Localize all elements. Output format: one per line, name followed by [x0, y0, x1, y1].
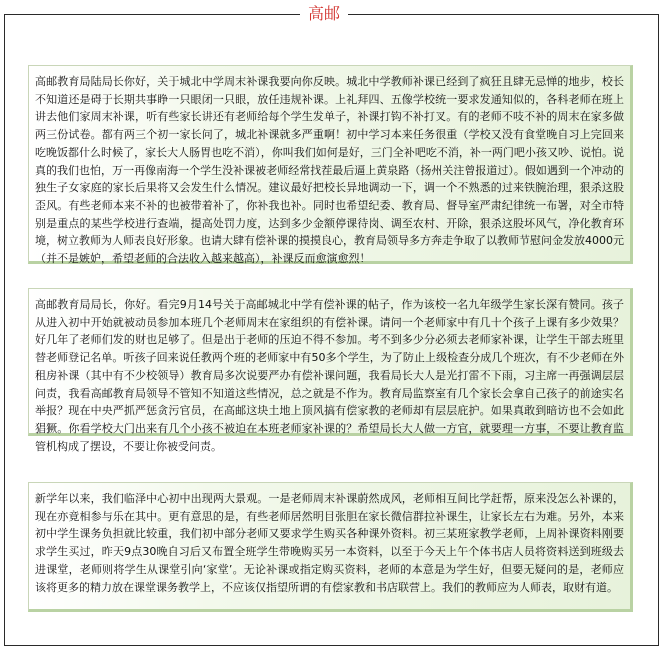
post-text: 高邮教育局陆局长你好，关于城北中学周末补课我要向你反映。城北中学教师补课已经到了疯狂且肆无忌惮的地步，校长不知道还是碍于长期共事睁一只眼闭一只眼，放任违规补课。上礼拜四、五像学校统一要求发通知似的，各科老师在班上讲去他们家周末补课，听有些家长讲还有老师给每个学生发单子，补课打钩不补打叉。有的老师不吱不补的周末在家多做两三份试卷。都有两三个初一家长问了，城北补课就多严重啊！初中学习本来任务很重（学校又没有食堂晚自习上完回来吃晚饭都什么时候了，家长大人肠胃也吃不消），你叫我们如何是好，三门全补吧吃不消，补一两门吧小孩又吵、说怕。说真的我们也怕，万一再像南海一个学生没补课被老师经常找茬最后逼上黄泉路（扬州关注曾报道过）。假如遇到一个冲动的独生子女家庭的家长后果将又会发生什么情况。建议最好把校长异地调动一下，调一个不熟悉的过来铁腕治理，狠杀这股歪风。有些老师本来不补的也被带着补了，你补我也补。同时也希望纪委、教育局、督导室严肃纪律统一布署，对全市特别是重点的某些学校进行查端，提高处罚力度，达到多少金额停课待岗、调至农村、开除，狠杀这股坏风气，净化教育环境，树立教师为人师表良好形象。也请大肆有偿补课的摸摸良心，教育局领导多方奔走争取了以教师节慰问金发放4000元（并不是嫉妒，希望老师的合法收入越来越高），补课反而愈演愈烈！ — [35, 75, 624, 266]
post-card — [28, 65, 633, 264]
post-text: 高邮教育局局长，你好。看完9月14号关于高邮城北中学有偿补课的帖子，作为该校一名九年级学生家长深有赞同。孩子从进入初中开始就被动员参加本班几个老师周末在家组织的有偿补课。请问一个老师家中有几十个孩子上课有多少效果？好几年了老师们发的财也足够了。但是出于老师的压迫不得不参加。考不到多少分必须去老师家补课，让学生干部去班里替老师登记名单。听孩子回来说任教两个班的老师家中有50多个学生，为了防止上级检查分成几个班次，有不少老师在外租房补课（其中有不少校领导）教育局多次说要严办有偿补课问题，我看局长大人是光打雷不下雨，习主席一再强调层层问责，我看高邮教育局领导不管知不知道这些情况，总之就是不作为。教育局监察室有几个家长会拿自己孩子的前途实名举报？现在中央严抓严惩贪污官员，在高邮这块土地上顶风搞有偿家教的老师却有层层庇护。如果真敢到暗访也不会如此猖獗。你看学校大门出来有几个小孩不被迫在本班老师家补课的？希望局长大人做一方官，就要理一方事，不要让教育监管机构成了摆设，不要让你被受问责。 — [35, 298, 624, 453]
post-card — [28, 482, 633, 612]
post-text: 新学年以来，我们临泽中心初中出现两大景观。一是老师周末补课蔚然成风，老师相互间比学赶帮，原来没怎么补课的，现在亦竟相参与乐在其中。更有意思的是，有些老师居然明目张胆在家长微信群拉补课生，让家长左右为难。另外，本来初中学生课务负担就比较重，我们初中部分老师又要求学生购买各种课外资料。初三某班家教学老师，上周补课资料刚要求学生买过，昨天9点30晚自习后又布置全班学生带晚购买另一本资料，以至于今天上午个体书店人员将资料送到班级去进课堂，老师则将学生从课堂引向‘家堂’。无论补课或指定购买资料，老师的本意是为学生好，但要无疑问的是，老师应该将更多的精力放在课堂课务教学上，不应该仅指望所谓的有偿家教和书店联营上。我们的教师应为人师表，取财有道。 — [35, 492, 624, 594]
frame-title: 高邮 — [300, 4, 348, 24]
post-card — [28, 288, 633, 453]
